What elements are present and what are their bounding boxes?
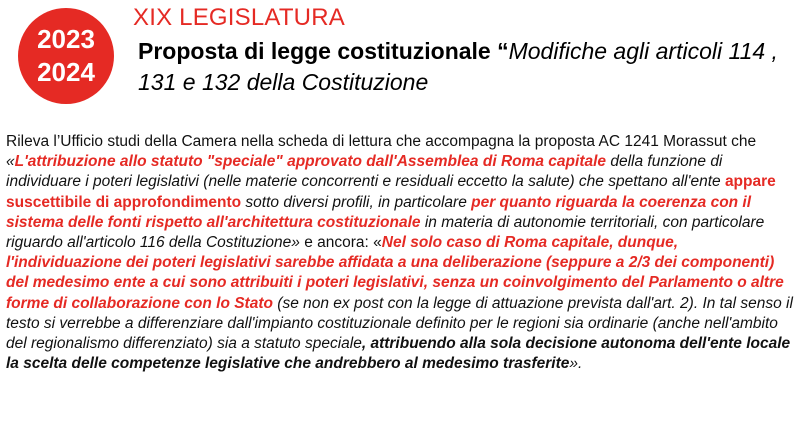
- quote-close: ».: [569, 355, 583, 373]
- badge-year-start: 2023: [37, 24, 95, 54]
- highlight-approfondimento: appare suscettibile di approfondimento: [6, 173, 776, 211]
- page-title: [138, 36, 778, 98]
- title-bold: Proposta di legge costituzionale: [138, 38, 491, 64]
- title-quote: “: [490, 38, 509, 64]
- quote-open: «: [6, 153, 15, 171]
- body-segment-profili: sotto diversi profili, in particolare: [241, 193, 472, 211]
- body-segment-ancora: e ancora: «: [304, 234, 382, 252]
- highlight-statuto-speciale: L'attribuzione allo statuto "speciale" approvato dall'Assemblea di Roma capitale: [14, 153, 607, 171]
- highlight-coerenza-fonti: per quanto riguarda la coerenza con il sistema delle fonti rispetto all'architettura costituzionale: [6, 193, 752, 231]
- body-paragraph: [6, 132, 796, 374]
- badge-year-end: 2024: [37, 57, 95, 87]
- body-intro: Rileva l’Ufficio studi della Camera nella scheda di lettura che accompagna la proposta AC 1241 Morassut che: [6, 133, 757, 150]
- body-bold-conclusion: , attribuendo alla sola decisione autonoma dell'ente locale la scelta delle competenze legislative che andrebbero al medesimo trasferite: [6, 335, 791, 373]
- body-segment-attuazione: (se non ex post con la legge di attuazione prevista dall'art. 2). In tal senso il testo si verrebbe a differenziare dall'impianto costituzionale definito per le regioni sia ordinarie (anche nell'ambito del regionalismo differenziato) sia a statuto speciale: [6, 294, 793, 353]
- title-italic: Modifiche agli articoli 114 , 131 e 132 della Costituzione: [138, 38, 778, 95]
- body-segment-funzione: della funzione di individuare i poteri legislativi (nelle materie concorrenti e residuali eccetto la salute) che spettano all'ente: [6, 153, 725, 191]
- year-badge: [18, 8, 114, 104]
- body-segment-autonomie: in materia di autonomie territoriali, con particolare riguardo all'articolo 116 della Costituzione»: [6, 213, 765, 252]
- highlight-roma-capitale: Nel solo caso di Roma capitale, dunque, l'individuazione dei poteri legislativi sarebbe affidata a una deliberazione (seppure a 2/3 dei componenti) del medesimo ente a cui sono attribuiti i poteri legislativi, senza un coinvolgimento del Parlamento o altre forme di collaborazione con lo Stato: [6, 234, 784, 312]
- legislatura-label: XIX LEGISLATURA: [133, 4, 345, 31]
